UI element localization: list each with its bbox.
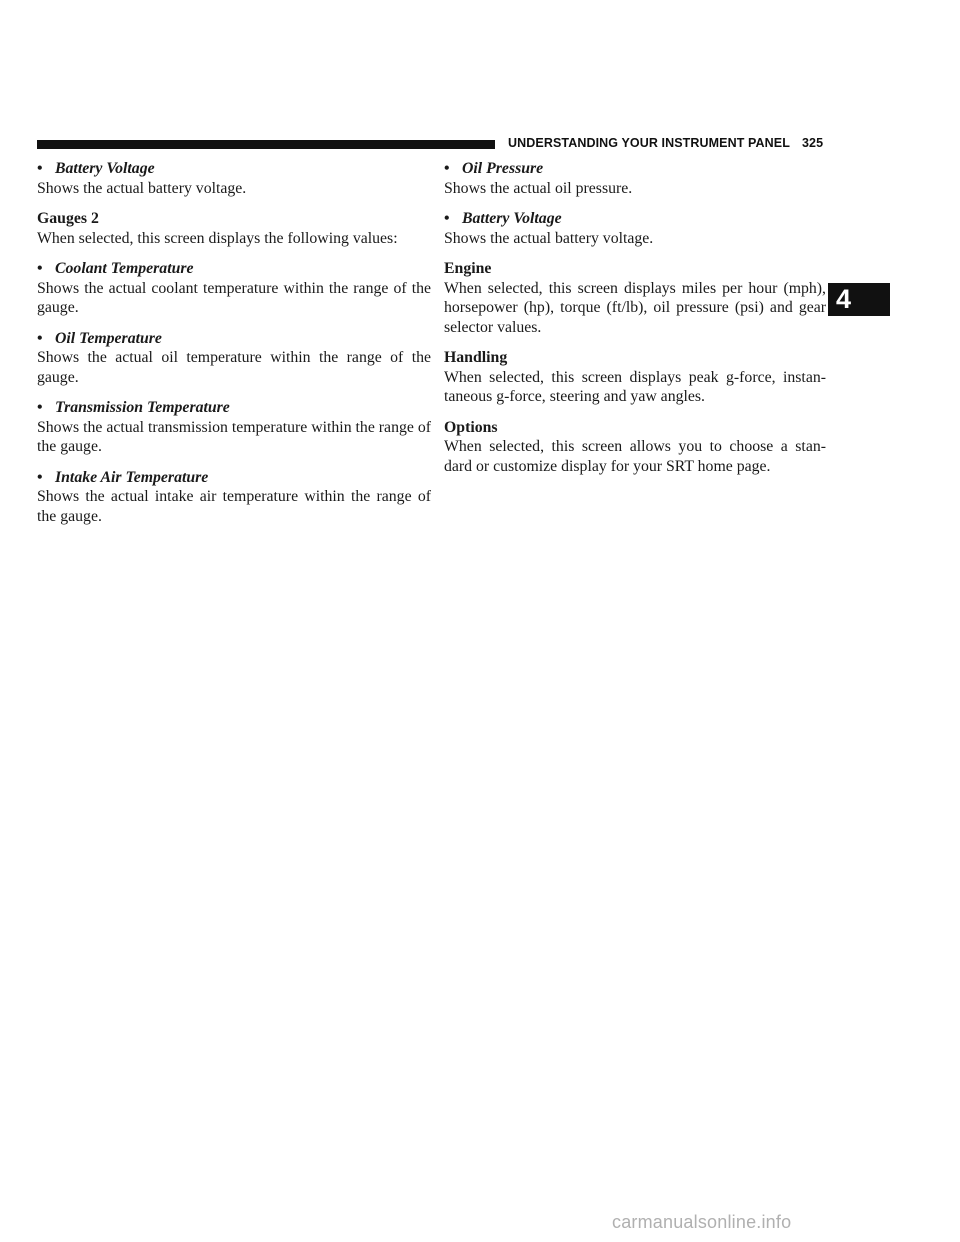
list-item — [37, 259, 431, 318]
item-text: Shows the actual transmission temperature within the range of the gauge. — [37, 418, 431, 455]
section — [444, 418, 826, 477]
bullet-icon: • — [37, 260, 43, 277]
item-text: Shows the actual intake air temperature within the range of the gauge. — [37, 488, 431, 525]
chapter-tab — [828, 283, 890, 316]
right-column — [444, 159, 826, 487]
bullet-icon: • — [444, 160, 450, 177]
item-title: Battery Voltage — [55, 160, 155, 177]
section-heading: Handling — [444, 349, 508, 366]
section-heading: Options — [444, 418, 498, 436]
list-item — [37, 329, 431, 388]
item-text: Shows the actual oil temperature within the range of the gauge. — [37, 349, 431, 386]
item-text: Shows the actual coolant temperature within the range of the gauge. — [37, 279, 431, 316]
list-item — [444, 209, 826, 248]
footer-watermark: carmanualsonline.info — [612, 1212, 792, 1232]
header-rule — [37, 140, 495, 149]
item-title: Coolant Temperature — [55, 260, 194, 277]
section-heading: Engine — [444, 260, 492, 277]
section-text: When selected, this screen allows you to choose a stan- dard or customize display for your SRT home page. — [444, 438, 826, 475]
item-text: Shows the actual battery voltage. — [444, 229, 654, 247]
bullet-icon: • — [37, 468, 43, 486]
chapter-number: 4 — [836, 284, 852, 314]
section-heading: Gauges 2 — [37, 210, 99, 227]
item-title: Intake Air Temperature — [55, 468, 209, 486]
header-title: UNDERSTANDING YOUR INSTRUMENT PANEL — [508, 136, 790, 150]
item-title: Oil Pressure — [462, 160, 544, 177]
section-text: When selected, this screen displays the following values: — [37, 229, 398, 247]
item-text: Shows the actual battery voltage. — [37, 179, 247, 197]
section-text: When selected, this screen displays peak g-force, instan- taneous g-force, steering and yaw angles. — [444, 368, 826, 405]
list-item — [37, 468, 431, 527]
left-column — [37, 159, 431, 537]
section — [444, 259, 826, 337]
section — [444, 348, 826, 407]
item-text: Shows the actual oil pressure. — [444, 179, 633, 197]
list-item — [37, 159, 431, 198]
item-title: Battery Voltage — [462, 210, 562, 227]
list-item — [37, 398, 431, 457]
section-text: When selected, this screen displays miles per hour (mph), horsepower (hp), torque (ft/lb), oil pressure (psi) and gear selector values. — [444, 279, 826, 336]
item-title: Oil Temperature — [55, 329, 162, 347]
list-item — [444, 159, 826, 198]
bullet-icon: • — [444, 210, 450, 227]
page-number: 325 — [801, 136, 824, 150]
section — [37, 209, 431, 248]
bullet-icon: • — [37, 329, 43, 347]
bullet-icon: • — [37, 399, 43, 416]
running-header — [508, 136, 823, 150]
bullet-icon: • — [37, 160, 43, 177]
item-title: Transmission Temperature — [55, 399, 230, 416]
